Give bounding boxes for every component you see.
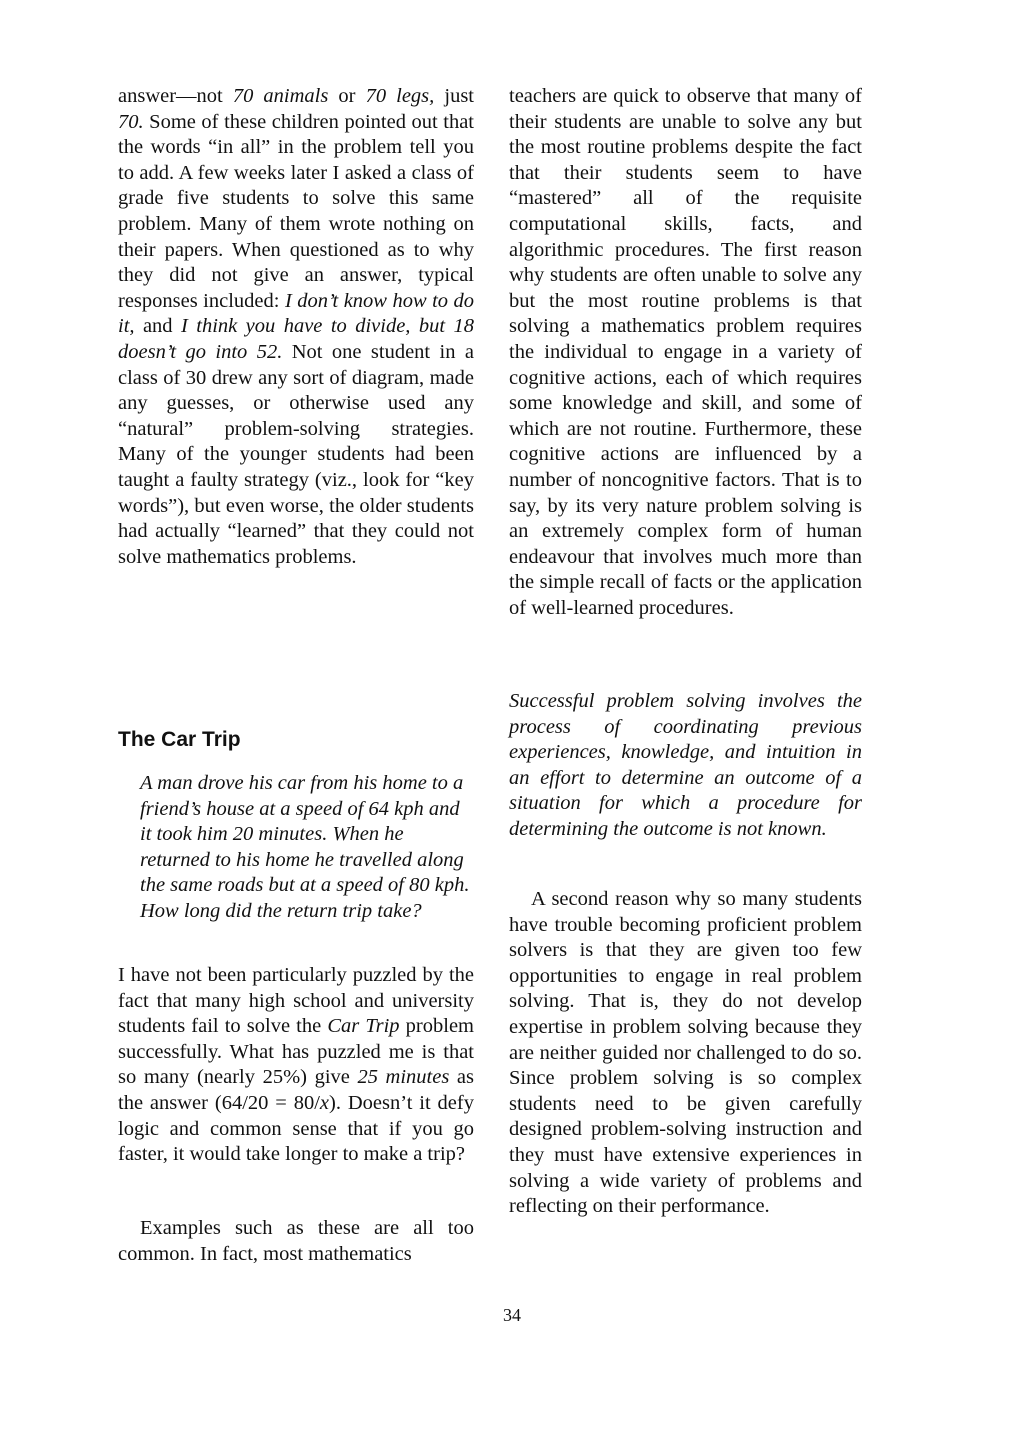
italic-run: x <box>319 1091 330 1114</box>
left-paragraph-2: I have not been particularly puzzled by the fact that many high school and university students fail to solve the Car Trip problem successfully. What has puzzled me is that so many (nearly 25%) give 25 minutes as the answer (64/20 = 80/x). Doesn’t it defy logic and common sense that if you go faster, it would take longer to make a trip? <box>118 964 474 1166</box>
italic-run: Car Trip <box>327 1015 400 1038</box>
right-paragraph-2: A second reason why so many students have trouble becoming proficient problem solvers is that they are given too few opportunities to engage in real problem solving. That is, they do not develop expertise in problem solving because they are neither guided nor challenged to do so. Since problem solving is so complex students need to be given carefully designed problem-solving instruction and they must have extensive experiences in solving a wide variety of problems and reflecting on their performance. <box>509 888 862 1218</box>
car-trip-problem: A man drove his car from his home to a friend’s house at a speed of 64 kph and it took him 20 minutes. When he returned to his home he travelled along the same roads but at a speed of 80 kph. How long did the return trip take? <box>140 772 470 922</box>
left-paragraph-1: answer—not 70 animals or 70 legs, just 70. Some of these children pointed out that the words “in all” in the problem tell you to add. A few weeks later I asked a class of grade five students to solve this same problem. Many of them wrote nothing on their papers. When questioned as to why they did not give an answer, typical responses included: I don’t know how to do it, and I think you have to divide, but 18 doesn’t go into 52. Not one student in a class of 30 drew any sort of diagram, made any guesses, or otherwise used any “natural” problem-solving strategies. Many of the younger students had been taught a faulty strategy (viz., look for “key words”), but even worse, the older students had actually “learned” that they could not solve mathematics problems. <box>118 85 474 568</box>
right-paragraph-1: teachers are quick to observe that many of their students are unable to solve any but the most routine problems despite the fact that their students seem to have “mastered” all of the requisite computational skills, facts, and algorithmic procedures. The first reason why students are often unable to solve any but the most routine problems is that solving a mathematics problem requires the individual to engage in a variety of cognitive actions, each of which requires some knowledge and skill, and some of which are not routine. Furthermore, these cognitive actions are influenced by a number of noncognitive factors. That is to say, by its very nature problem solving is an extremely complex form of human endeavour that involves much more than the simple recall of facts or the application of well-learned procedures. <box>509 85 862 619</box>
left-paragraph-3: Examples such as these are all too common. In fact, most mathematics <box>118 1217 474 1265</box>
italic-run: 70. <box>118 110 144 133</box>
italic-run: I think you have to divide, but 18 doesn’t go into 52. <box>118 315 474 363</box>
italic-run: I don’t know how to do it, <box>118 289 474 338</box>
section-heading: The Car Trip <box>118 728 241 751</box>
italic-run: 70 legs, <box>365 85 435 107</box>
italic-run: 25 minutes <box>357 1066 450 1089</box>
italic-run: 70 animals <box>232 85 329 107</box>
page-number: 34 <box>503 1305 521 1325</box>
pull-quote: Successful problem solving involves the process of coordinating previous experiences, knowledge, and intuition in an effort to determine an outcome of a situation for which a procedure for determining the outcome is not known. <box>509 690 862 840</box>
